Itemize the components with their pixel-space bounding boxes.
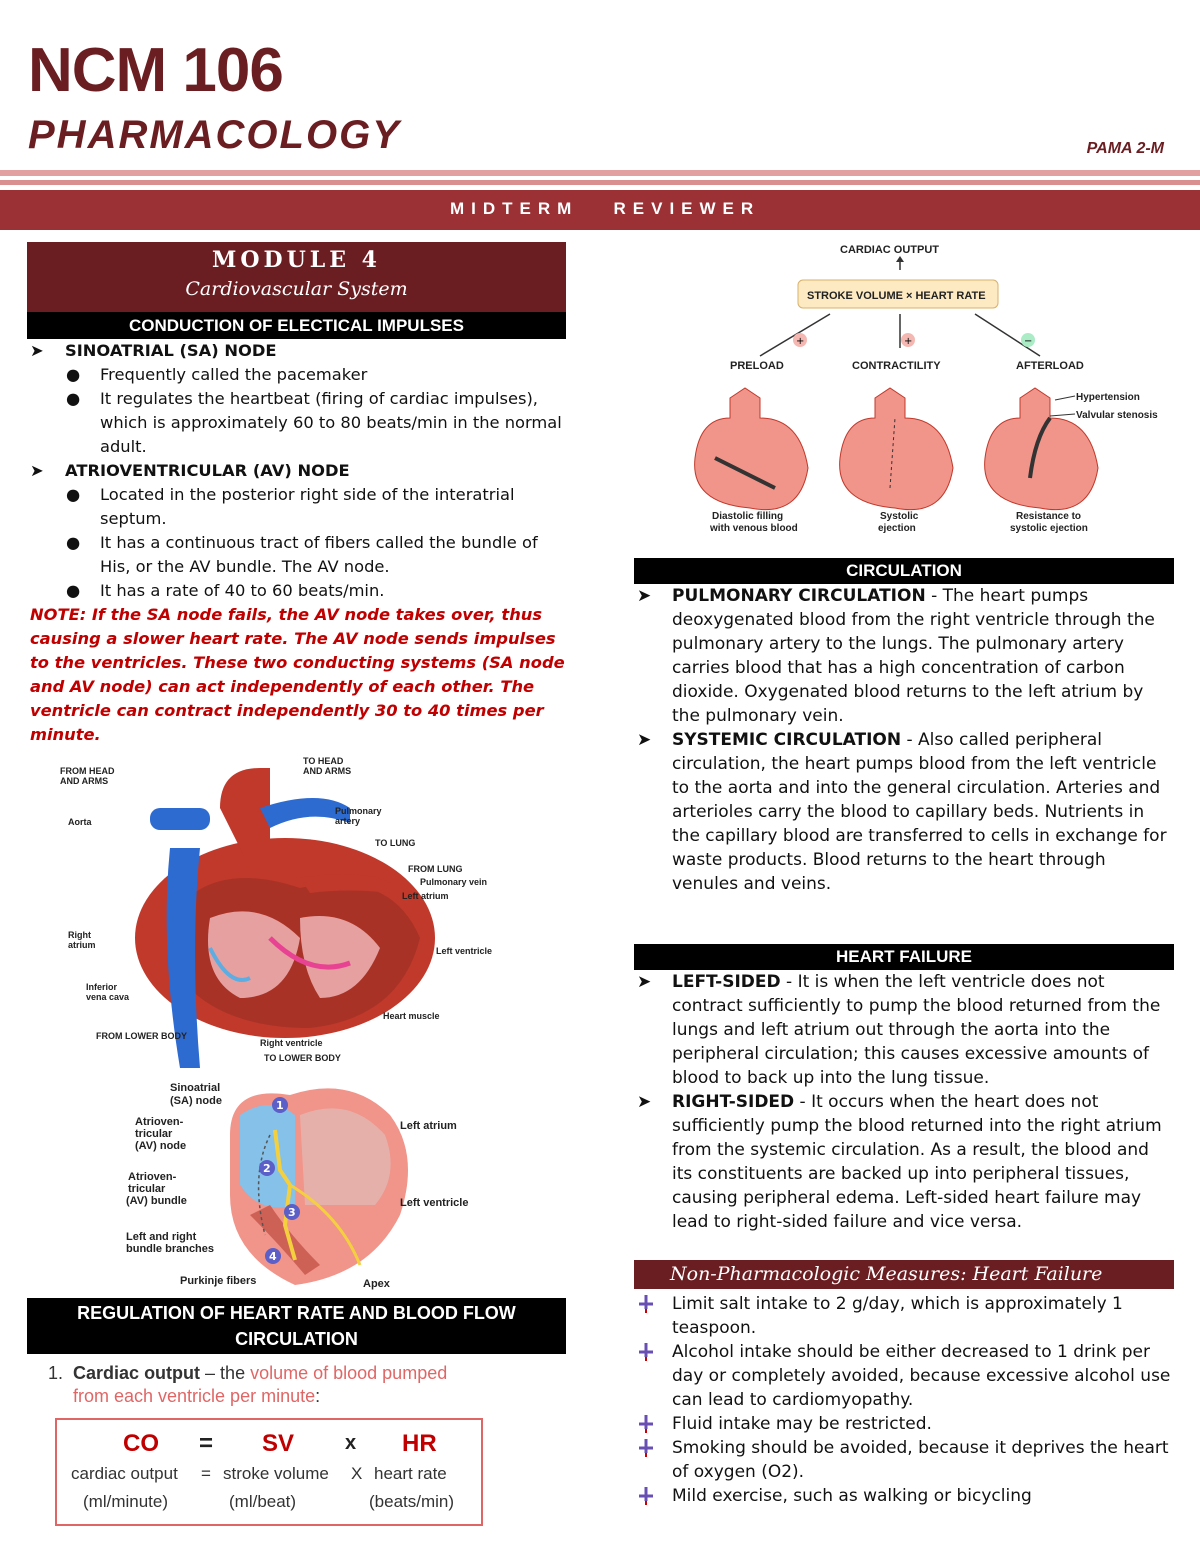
module-subtitle: Cardiovascular System [185,278,408,300]
svg-text:CONTRACTILITY: CONTRACTILITY [852,360,941,372]
list-item: ➤ LEFT-SIDED - It is when the left ventricle does not contract sufficiently to pump the blood returned from the lungs and left atrium out through the aorta into the peripheral circulation; this causes excessive amounts of blood to back up into the lung tissue. [637,972,1161,1088]
heart-failure-heading: HEART FAILURE [634,944,1174,970]
svg-text:Valvular stenosis: Valvular stenosis [1076,410,1158,421]
svg-text:+: + [796,336,805,347]
circulation-list [637,584,1172,896]
svg-text:Left ventricle: Left ventricle [400,1197,469,1209]
svg-text:TO LUNG: TO LUNG [375,838,416,848]
svg-text:artery: artery [335,816,361,826]
arrow-bullet-icon: ➤ [30,461,44,480]
svg-text:atrium: atrium [68,940,96,950]
sa-node-heading: SINOATRIAL (SA) NODE [65,341,277,360]
svg-text:ejection: ejection [878,523,916,534]
bullet-icon: ● [66,389,81,408]
svg-text:vena cava: vena cava [86,992,130,1002]
list-item: ● Frequently called the pacemaker [30,363,565,387]
bullet-icon: ● [66,581,81,600]
svg-text:systolic ejection: systolic ejection [1010,523,1088,534]
svg-text:Left and right: Left and right [126,1231,197,1243]
arrow-bullet-icon: ➤ [637,586,652,606]
note-text: NOTE: If the SA node fails, the AV node takes over, thus causing a slower heart rate. The AV node sends impulses to the ventricles. These two conducting systems (SA node and AV node) can act independently of each other. The ventricle can contract independently 30 to 40 times per minute. [30,605,565,744]
arrow-bullet-icon: ➤ [637,1092,652,1112]
conduction-list [30,339,565,747]
header-band-text: MIDTERM REVIEWER [450,199,761,218]
list-item [30,339,565,363]
svg-text:(AV) bundle: (AV) bundle [126,1195,187,1207]
svg-text:Inferior: Inferior [86,982,118,992]
svg-text:2: 2 [263,1162,271,1175]
arrow-bullet-icon: ➤ [30,341,44,360]
list-item: Fluid intake may be restricted. [636,1412,1171,1436]
cardiac-output-definition: 1. Cardiac output – the volume of blood pumped from each ventricle per minute: [48,1363,448,1406]
section-tag: PAMA 2-M [1086,140,1164,157]
regulation-heading: REGULATION OF HEART RATE AND BLOOD FLOW CIRCULATION [27,1298,566,1354]
module-header [27,242,566,312]
header-rule-2 [0,180,1200,185]
svg-text:PRELOAD: PRELOAD [730,360,784,372]
conduction-heading: CONDUCTION OF ELECTICAL IMPULSES [27,312,566,339]
av-node-heading: ATRIOVENTRICULAR (AV) NODE [65,461,350,480]
cardiac-output-diagram [690,238,1175,540]
svg-text:AFTERLOAD: AFTERLOAD [1016,360,1084,372]
document-subtitle: PHARMACOLOGY [28,113,401,157]
list-item: ➤ RIGHT-SIDED - It occurs when the heart does not sufficiently pump the blood returned into the right atrium from the systemic circulation. As a result, the blood and its constituents are backed up into peripheral tissues, causing peripheral edema. Left-sided heart failure may lead to right-sided failure and vice versa. [637,1092,1162,1232]
svg-text:Diastolic filling: Diastolic filling [712,511,784,522]
svg-text:1: 1 [276,1099,284,1112]
svg-text:Atrioven-: Atrioven- [128,1171,177,1183]
svg-text:TO HEAD: TO HEAD [303,756,344,766]
list-item: Smoking should be avoided, because it deprives the heart of oxygen (O2). [636,1436,1171,1484]
list-item: ➤ SYSTEMIC CIRCULATION - Also called peripheral circulation, the heart pumps blood from the left ventricle to the aorta and into the general circulation. Arteries and arterioles carry the blood to capillary beds. Nutrients in the capillary blood are transferred to cells in exchange for waste products. Blood returns to the heart through venules and veins. [637,730,1167,894]
svg-text:FROM HEAD: FROM HEAD [60,766,115,776]
svg-text:3: 3 [288,1206,296,1219]
svg-text:(AV) node: (AV) node [135,1140,187,1152]
svg-text:FROM LOWER BODY: FROM LOWER BODY [96,1031,187,1041]
pushpin-icon [638,1487,654,1505]
list-item: ● It regulates the heartbeat (firing of cardiac impulses), which is approximately 60 to 80 beats/min in the normal adult. [66,389,562,456]
nonpharm-heading: Non-Pharmacologic Measures: Heart Failure [634,1260,1174,1289]
cardiac-output-equation: CO = SV x HR cardiac output = stroke volume X heart rate (ml/minute) (ml/beat) (beats/min) [55,1418,483,1526]
svg-text:Apex: Apex [363,1278,390,1290]
svg-text:Sinoatrial: Sinoatrial [170,1082,221,1094]
svg-text:CARDIAC OUTPUT: CARDIAC OUTPUT [840,244,939,256]
header-rule-1 [0,170,1200,176]
svg-text:TO LOWER BODY: TO LOWER BODY [264,1053,341,1063]
svg-text:tricular: tricular [135,1128,173,1140]
svg-text:4: 4 [269,1250,277,1263]
svg-text:Heart muscle: Heart muscle [383,1011,440,1021]
pushpin-icon [638,1295,654,1313]
svg-text:bundle branches: bundle branches [126,1243,215,1255]
arrow-bullet-icon: ➤ [637,730,652,750]
list-item: ● Located in the posterior right side of the interatrial septum. [66,485,515,528]
list-item: Mild exercise, such as walking or bicycling [636,1484,1171,1508]
svg-text:AND ARMS: AND ARMS [303,766,352,776]
svg-text:Systolic: Systolic [880,511,919,522]
heart-anatomy-figure [60,748,540,1070]
svg-text:with venous blood: with venous blood [710,523,798,534]
svg-text:Hypertension: Hypertension [1076,392,1140,403]
list-item: ➤ PULMONARY CIRCULATION - The heart pumps deoxygenated blood from the right ventricle through the pulmonary artery to the lungs. The pulmonary artery carries blood that has a high concentration of carbon dioxide. Oxygenated blood returns to the left atrium by the pulmonary vein. [637,586,1155,726]
nonpharm-list [636,1292,1171,1508]
svg-text:Pulmonary: Pulmonary [335,806,382,816]
svg-text:Purkinje fibers: Purkinje fibers [180,1275,257,1287]
pushpin-icon [638,1439,654,1457]
list-item [30,459,565,483]
svg-text:STROKE VOLUME × HEART RATE: STROKE VOLUME × HEART RATE [807,290,986,302]
svg-text:Left atrium: Left atrium [400,1120,457,1132]
pushpin-icon [638,1415,654,1433]
svg-text:−: − [1024,336,1033,347]
bullet-icon: ● [66,365,81,384]
svg-text:Right ventricle: Right ventricle [260,1038,323,1048]
svg-text:Aorta: Aorta [68,817,92,827]
svg-text:tricular: tricular [128,1183,166,1195]
svg-text:+: + [904,336,913,347]
svg-text:Left ventricle: Left ventricle [436,946,493,956]
conduction-system-figure [120,1075,490,1295]
svg-text:AND ARMS: AND ARMS [60,776,109,786]
svg-text:Atrioven-: Atrioven- [135,1116,184,1128]
svg-text:(SA) node: (SA) node [170,1095,222,1107]
pushpin-icon [638,1343,654,1361]
svg-text:Right: Right [68,930,91,940]
arrow-bullet-icon: ➤ [637,972,652,992]
svg-text:Pulmonary vein: Pulmonary vein [420,877,488,887]
module-title: MODULE 4 [212,247,381,273]
svg-text:FROM LUNG: FROM LUNG [408,864,463,874]
list-item: ● It has a continuous tract of fibers called the bundle of His, or the AV bundle. The AV node. [66,533,538,576]
document-title: NCM 106 [28,36,283,105]
list-item: Limit salt intake to 2 g/day, which is approximately 1 teaspoon. [636,1292,1171,1340]
bullet-icon: ● [66,533,81,552]
svg-text:Left atrium: Left atrium [402,891,449,901]
heart-failure-list [637,970,1172,1234]
svg-text:Resistance to: Resistance to [1016,511,1082,522]
circulation-heading: CIRCULATION [634,558,1174,584]
bullet-icon: ● [66,485,81,504]
list-item: ● It has a rate of 40 to 60 beats/min. [30,579,565,603]
list-item: Alcohol intake should be either decreased to 1 drink per day or completely avoided, because excessive alcohol use can lead to cardiomyopathy. [636,1340,1171,1412]
